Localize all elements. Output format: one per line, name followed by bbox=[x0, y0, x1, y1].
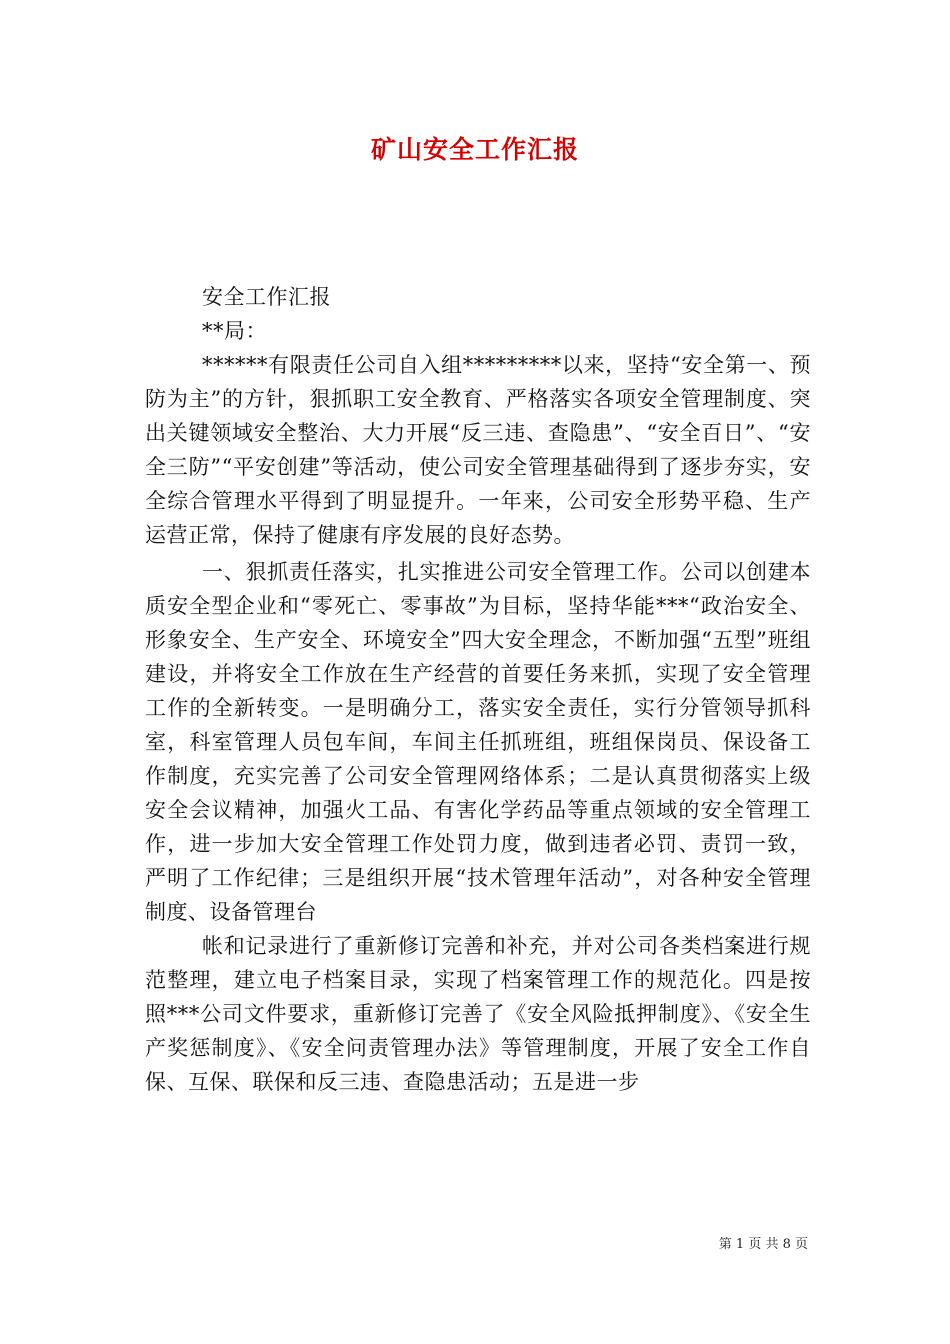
recipient-line: **局： bbox=[202, 319, 267, 343]
section-one-paragraph: 一、狠抓责任落实，扎实推进公司安全管理工作。公司以创建本质安全型企业和“零死亡、零事故”为目标，坚持华能***“政治安全、形象安全、生产安全、环境安全”四大安全理念，不断加强“五型”班组建设，并将安全工作放在生产经营的首要任务来抓，实现了安全管理工作的全新转变。一是明确分工，落实安全责任，实行分管领导抓科室，科室管理人员包车间，车间主任抓班组，班组保岗员、保设备工作制度，充实完善了公司安全管理网络体系；二是认真贯彻落实上级安全会议精神，加强火工品、有害化学药品等重点领域的安全管理工作，进一步加大安全管理工作处罚力度，做到违者必罚、责罚一致，严明了工作纪律；三是组织开展“技术管理年活动”，对各种安全管理制度、设备管理台 bbox=[145, 560, 811, 924]
intro-paragraph: ******有限责任公司自入组*********以来，坚持“安全第一、预防为主”的方针，狠抓职工安全教育、严格落实各项安全管理制度、突出关键领域安全整治、大力开展“反三违、查隐患”、“安全百日”、“安全三防”“平安创建”等活动，使公司安全管理基础得到了逐步夯实，安全综合管理水平得到了明显提升。一年来，公司安全形势平稳、生产运营正常，保持了健康有序发展的良好态势。 bbox=[145, 353, 811, 547]
document-body bbox=[145, 280, 811, 1099]
continuation-paragraph: 帐和记录进行了重新修订完善和补充，并对公司各类档案进行规范整理，建立电子档案目录，实现了档案管理工作的规范化。四是按照***公司文件要求，重新修订完善了《安全风险抵押制度》、《安全生产奖惩制度》、《安全问责管理办法》等管理制度，开展了安全工作自保、互保、联保和反三违、查隐患活动；五是进一步 bbox=[145, 934, 811, 1094]
document-title: 矿山安全工作汇报 bbox=[370, 135, 579, 164]
page-footer: 第 1 页 共 8 页 bbox=[718, 1237, 808, 1252]
memo-heading: 安全工作汇报 bbox=[202, 285, 331, 309]
